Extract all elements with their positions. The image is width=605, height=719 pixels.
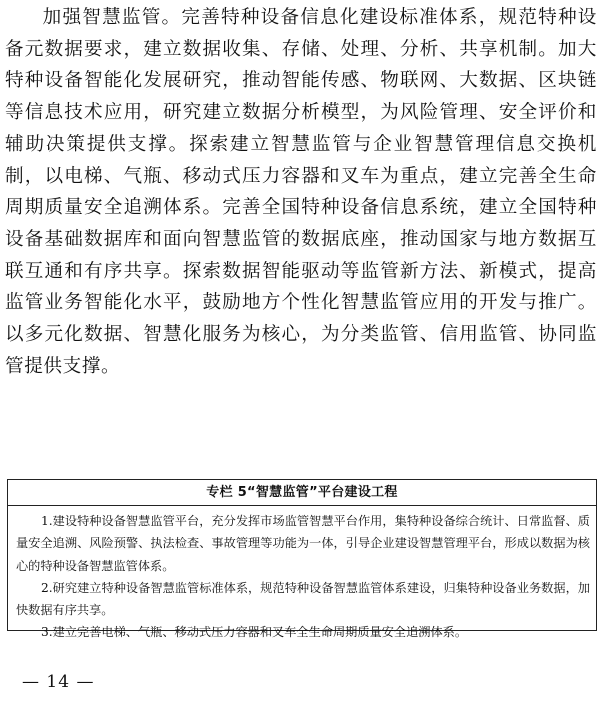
body-paragraph — [5, 2, 597, 382]
page-number: — 14 — — [22, 672, 95, 692]
column-box-body — [8, 506, 596, 644]
column-box — [7, 479, 597, 640]
body-paragraph-text: 加强智慧监管。完善特种设备信息化建设标准体系，规范特种设备元数据要求，建立数据收集、存储、处理、分析、共享机制。加大特种设备智能化发展研究，推动智能传感、物联网、大数据、区块链等信息技术应用，研究建立数据分析模型，为风险管理、安全评价和辅助决策提供支撑。探索建立智慧监管与企业智慧管理信息交换机制，以电梯、气瓶、移动式压力容器和叉车为重点，建立完善全生命周期质量安全追溯体系。完善全国特种设备信息系统，建立全国特种设备基础数据库和面向智慧监管的数据底座，推动国家与地方数据互联互通和有序共享。探索数据智能驱动等监管新方法、新模式，提高监管业务智能化水平，鼓励地方个性化智慧监管应用的开发与推广。以多元化数据、智慧化服务为核心，为分类监管、信用监管、协同监管提供支撑。 — [5, 7, 597, 377]
column-box-item: 2.研究建立特种设备智慧监管标准体系，规范特种设备智慧监管体系建设，归集特种设备业务数据，加快数据有序共享。 — [16, 580, 590, 618]
column-box-item: 1.建设特种设备智慧监管平台，充分发挥市场监管智慧平台作用，集特种设备综合统计、日常监督、质量安全追溯、风险预警、执法检查、事故管理等功能为一体，引导企业建设智慧管理平台，形成以数据为核心的特种设备智慧监管体系。 — [16, 514, 590, 573]
column-box-item: 3.建立完善电梯、气瓶、移动式压力容器和叉车全生命周期质量安全追溯体系。 — [41, 625, 468, 640]
column-box-title: 专栏 5“智慧监管”平台建设工程 — [8, 480, 596, 506]
